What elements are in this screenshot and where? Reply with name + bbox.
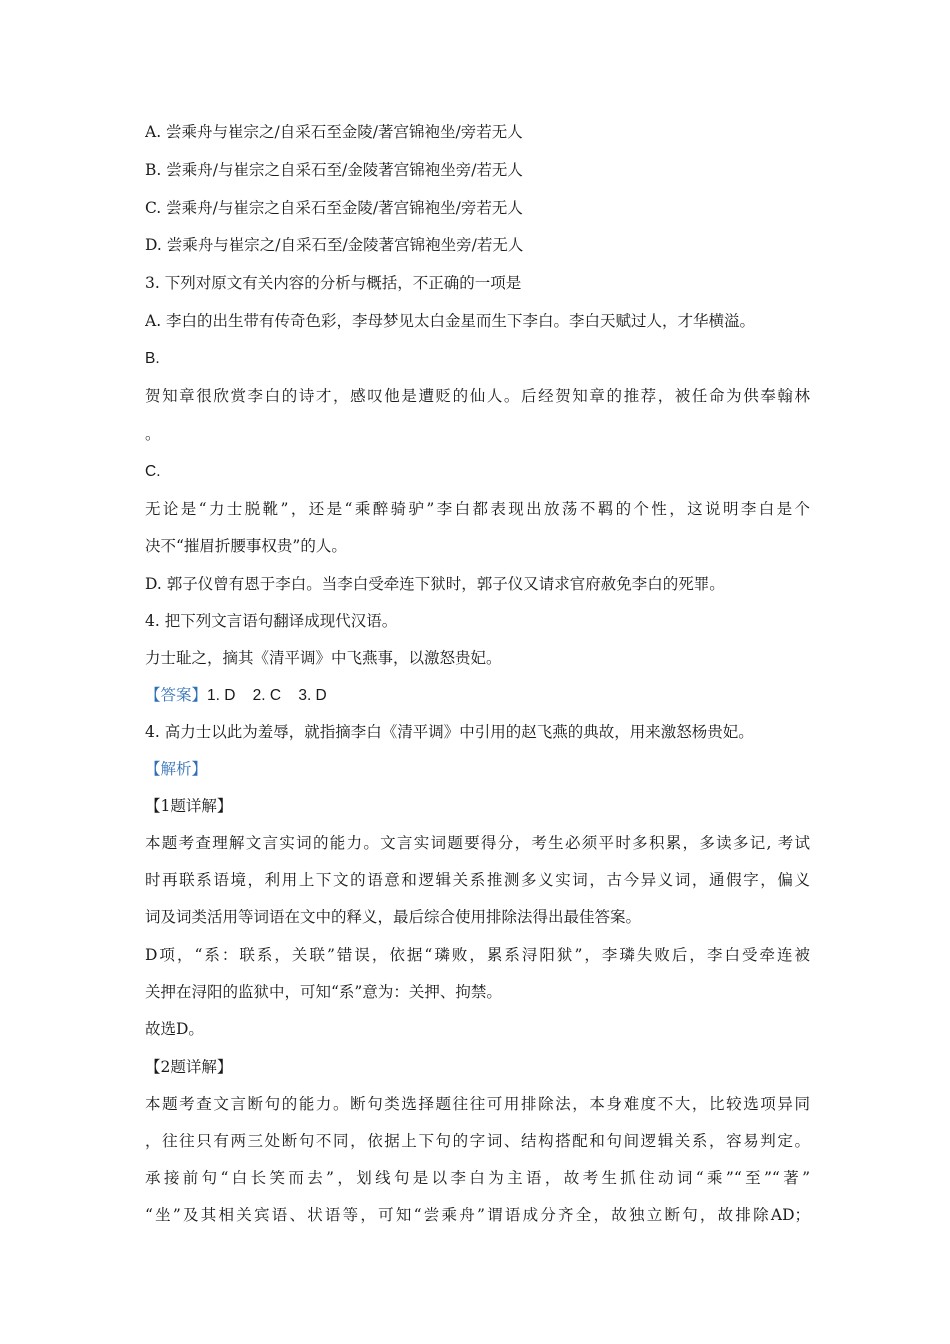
answer-q4: 4. 高力士以此为羞辱，就指摘李白《清平调》中引用的赵飞燕的典故，用来激怒杨贵妃。 (145, 723, 754, 741)
analysis-q1-paragraph-line2: 时再联系语境，利用上下文的语意和逻辑关系推测多义实词，古今异义词，通假字，偏义 (145, 871, 810, 889)
q2-option-c: C. 尝乘舟/与崔宗之自采石至金陵/著宫锦袍坐/旁若无人 (145, 199, 523, 217)
analysis-q1-paragraph-line3: 词及词类活用等词语在文中的释义，最后综合使用排除法得出最佳答案。 (145, 908, 642, 926)
analysis-label: 【解析】 (145, 760, 208, 778)
q2-option-a: A. 尝乘舟与崔宗之/自采石至金陵/著宫锦袍坐/旁若无人 (145, 123, 523, 141)
q3-stem: 3. 下列对原文有关内容的分析与概括，不正确的一项是 (145, 274, 522, 292)
q3-option-c-text: 无论是“力士脱靴”，还是“乘醉骑驴”李白都表现出放荡不羁的个性，这说明李白是个 (145, 500, 810, 518)
analysis-q1-option-d-line2: 关押在浔阳的监狱中，可知“系”意为：关押、拘禁。 (145, 983, 502, 1001)
analysis-q2-reasoning-line2: “坐”及其相关宾语、状语等，可知“尝乘舟”谓语成分齐全，故独立断句，故排除AD； (145, 1206, 810, 1224)
q3-option-c-label: C. (145, 463, 161, 480)
analysis-q2-paragraph: 本题考查文言断句的能力。断句类选择题往往可用排除法，本身难度不大，比较选项异同 (145, 1095, 810, 1113)
analysis-q1-title: 【1题详解】 (145, 797, 233, 815)
answer-line (145, 685, 810, 706)
q3-option-a: A. 李白的出生带有传奇色彩，李母梦见太白金星而生下李白。李白天赋过人，才华横溢。 (145, 312, 756, 330)
answer-label: 【答案】 (145, 686, 208, 704)
analysis-q2-reasoning: 承接前句“白长笑而去”，划线句是以李白为主语，故考生抓住动词“乘”“至”“著” (145, 1169, 810, 1187)
q3-option-b-text: 贺知章很欣赏李白的诗才，感叹他是遭贬的仙人。后经贺知章的推荐，被任命为供奉翰林 (145, 387, 810, 405)
analysis-q1-option-d: D项，“系：联系，关联”错误，依据“璘败，累系浔阳狱”，李璘失败后，李白受牵连被 (145, 946, 810, 964)
q2-option-d: D. 尝乘舟与崔宗之/自采石至/金陵著宫锦袍坐旁/若无人 (145, 236, 524, 254)
q4-stem: 4. 把下列文言语句翻译成现代汉语。 (145, 612, 398, 630)
q3-option-c-text-cont: 决不“摧眉折腰事权贵”的人。 (145, 537, 347, 555)
q3-option-b-label: B. (145, 350, 160, 367)
analysis-q2-paragraph-line2: ，往往只有两三处断句不同，依据上下句的字词、结构搭配和句间逻辑关系，容易判定。 (145, 1132, 810, 1150)
answer-values: 1. D 2. C 3. D (207, 687, 327, 704)
q2-option-b: B. 尝乘舟/与崔宗之自采石至/金陵著宫锦袍坐旁/若无人 (145, 161, 523, 179)
q3-option-b-text-cont: 。 (145, 425, 161, 443)
q3-option-d: D. 郭子仪曾有恩于李白。当李白受牵连下狱时，郭子仪又请求官府赦免李白的死罪。 (145, 575, 725, 593)
analysis-q1-conclusion: 故选D。 (145, 1020, 204, 1038)
analysis-q1-paragraph: 本题考查理解文言实词的能力。文言实词题要得分，考生必须平时多积累，多读多记, 考试 (145, 834, 810, 852)
analysis-q2-title: 【2题详解】 (145, 1058, 233, 1076)
q4-sentence: 力士耻之，摘其《清平调》中飞燕事，以激怒贵妃。 (145, 649, 502, 667)
